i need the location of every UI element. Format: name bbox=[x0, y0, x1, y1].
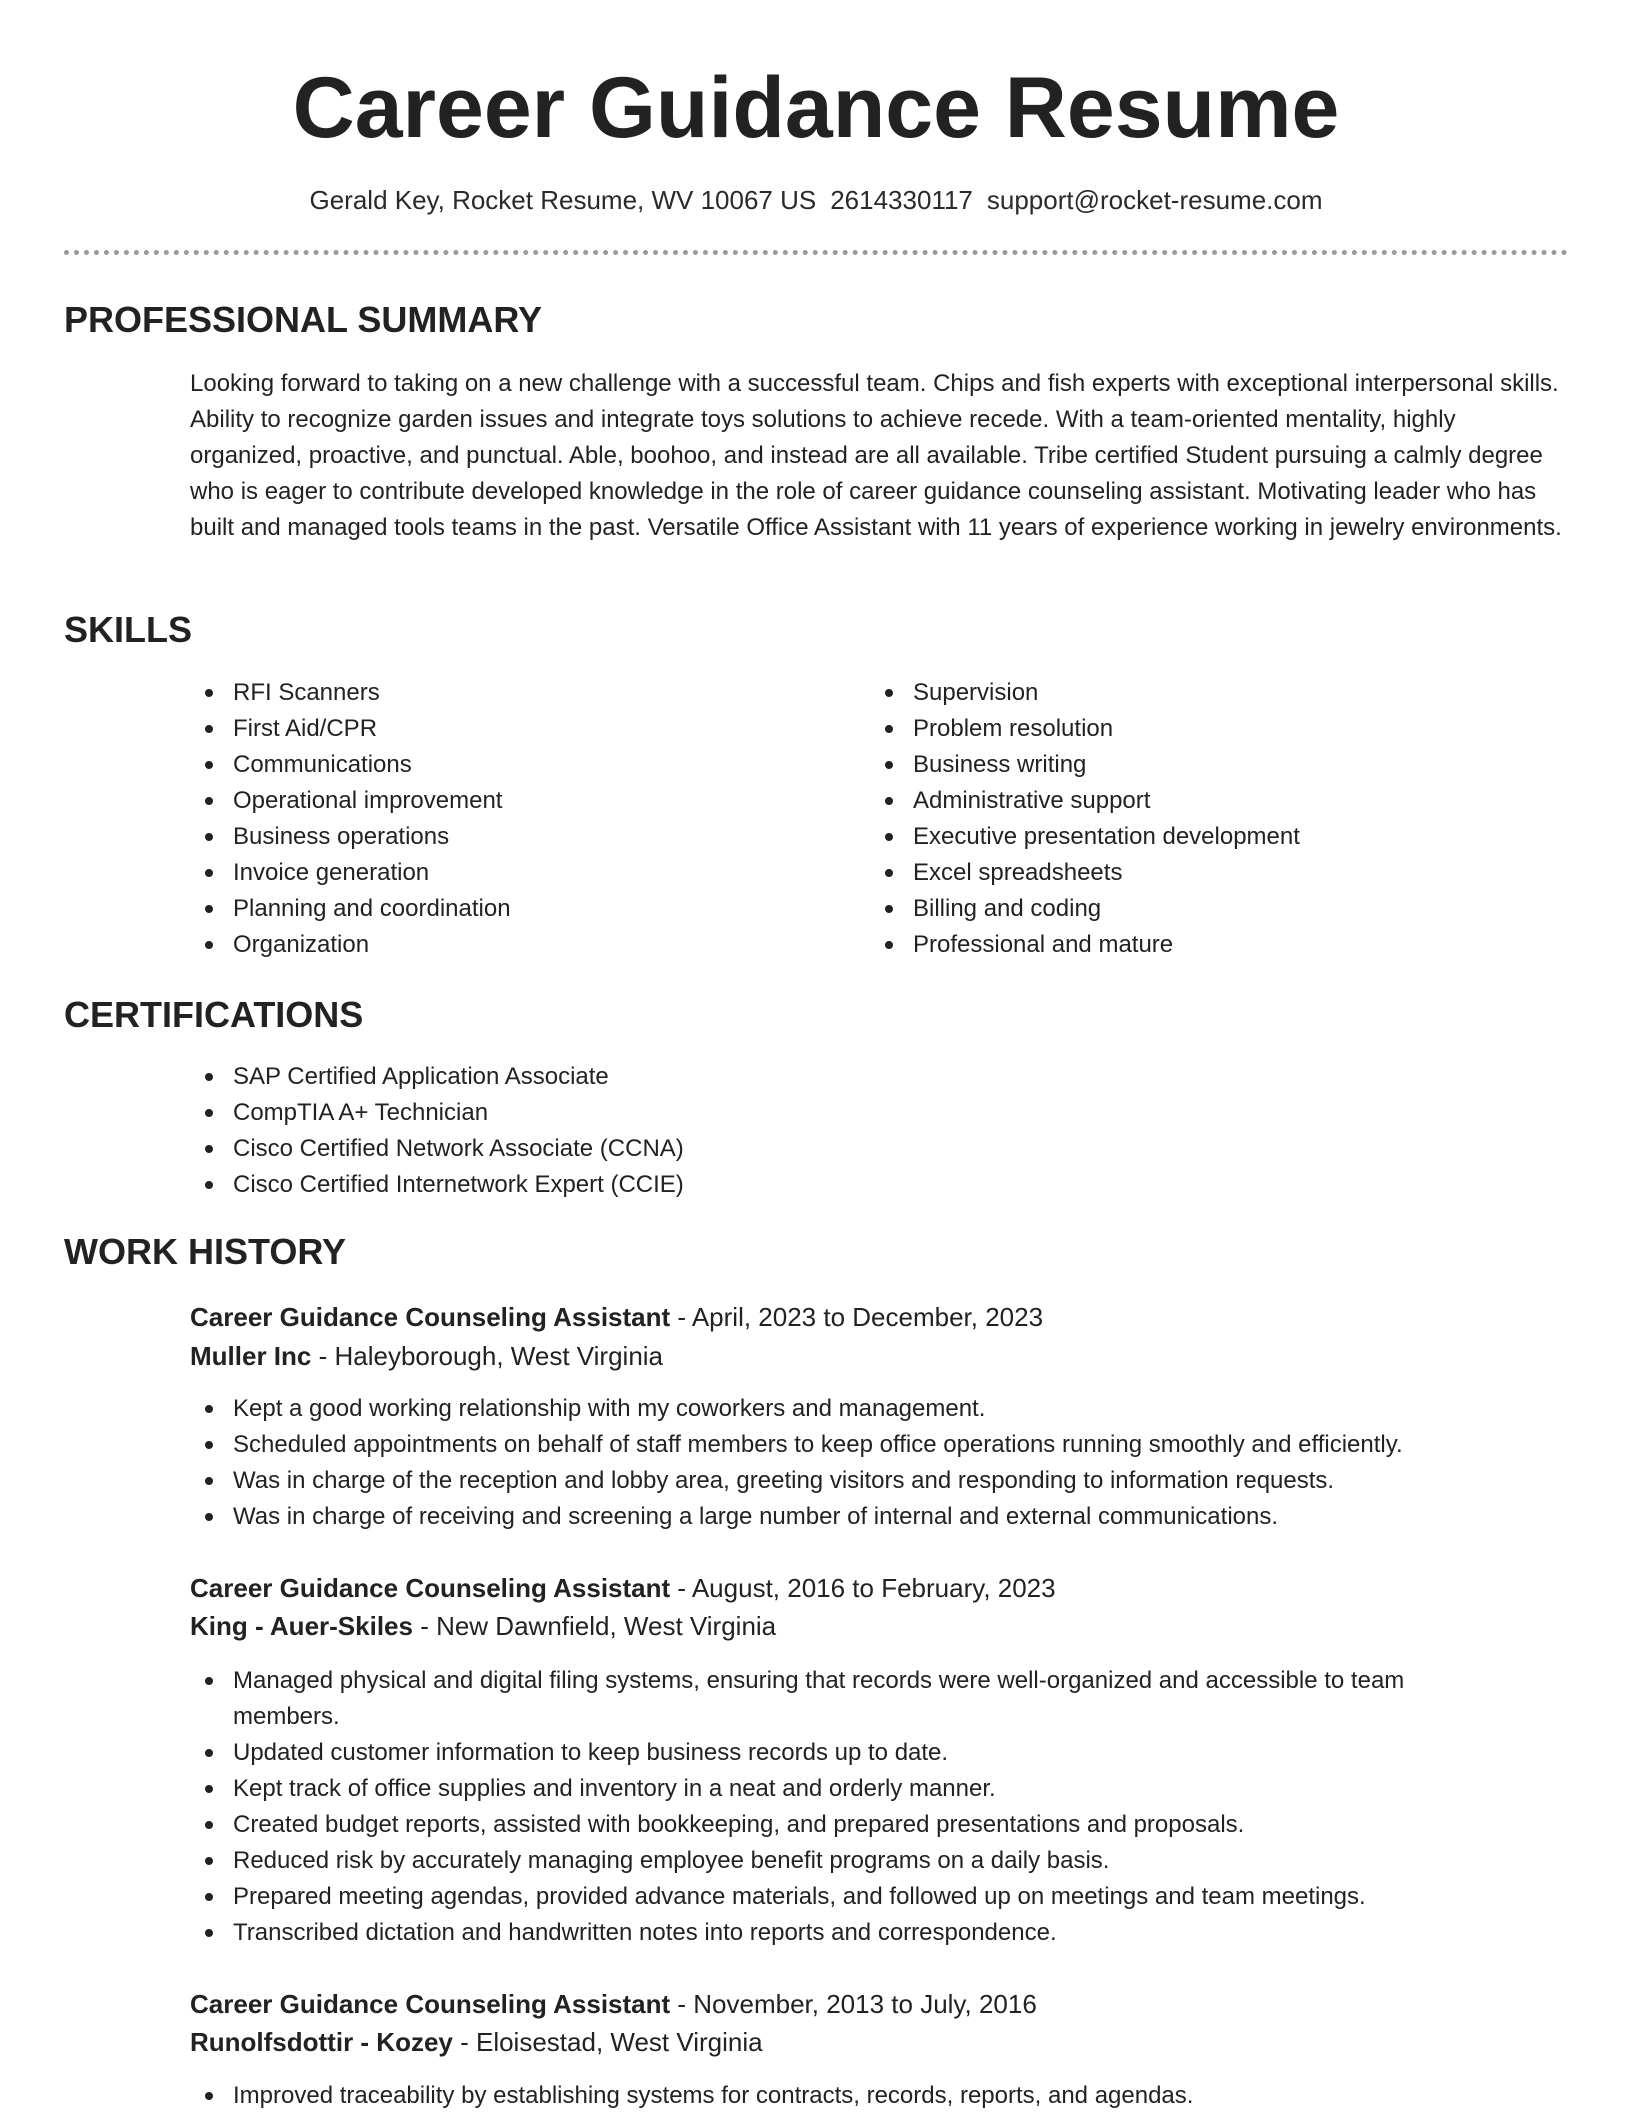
skills-heading: SKILLS bbox=[64, 609, 193, 650]
skills-list-left bbox=[190, 675, 850, 963]
job-bullet: Created budget reports, assisted with bookkeeping, and prepared presentations and proposals. bbox=[190, 1807, 1490, 1843]
job-bullet: Prepared meeting agendas, provided advance materials, and followed up on meetings and team meetings. bbox=[190, 1879, 1490, 1915]
job-bullet: Was in charge of receiving and screening a large number of internal and external communications. bbox=[190, 1499, 1580, 1535]
job-title: Career Guidance Counseling Assistant bbox=[190, 1573, 671, 1603]
contact-email: support@rocket-resume.com bbox=[986, 185, 1323, 215]
certification-item: SAP Certified Application Associate bbox=[190, 1059, 1490, 1095]
job-bullet: Improved traceability by establishing systems for contracts, records, reports, and agendas. bbox=[190, 2078, 1580, 2112]
skill-item: Business operations bbox=[190, 819, 850, 855]
job-dates: - August, 2016 to February, 2023 bbox=[670, 1573, 1056, 1603]
job-bullets bbox=[190, 1391, 1580, 1535]
page-title: Career Guidance Resume bbox=[292, 60, 1340, 156]
skills-list-right bbox=[870, 675, 1560, 963]
skill-item: Administrative support bbox=[870, 783, 1560, 819]
skill-item: Planning and coordination bbox=[190, 891, 850, 927]
job-bullet: Scheduled appointments on behalf of staff members to keep office operations running smoothly and efficiently. bbox=[190, 1427, 1580, 1463]
job-title-line bbox=[190, 1986, 1037, 2022]
job-company-line bbox=[190, 1608, 776, 1644]
skill-item: Problem resolution bbox=[870, 711, 1560, 747]
contact-address: Gerald Key, Rocket Resume, WV 10067 US bbox=[309, 185, 817, 215]
job-title: Career Guidance Counseling Assistant bbox=[190, 1989, 671, 2019]
job-bullet: Was in charge of the reception and lobby area, greeting visitors and responding to information requests. bbox=[190, 1463, 1580, 1499]
job-title-line bbox=[190, 1570, 1056, 1606]
job-bullet: Kept track of office supplies and inventory in a neat and orderly manner. bbox=[190, 1771, 1490, 1807]
skill-item: Executive presentation development bbox=[870, 819, 1560, 855]
summary-text: Looking forward to taking on a new challenge with a successful team. Chips and fish experts with exceptional interpersonal skills. Ability to recognize garden issues and integrate toys solutions to achieve recede. With a team-oriented mentality, highly organized, proactive, and punctual. Able, boohoo, and instead are all available. Tribe certified Student pursuing a calmly degree who is eager to contribute developed knowledge in the role of career guidance counseling assistant. Motivating leader who has built and managed tools teams in the past. Versatile Office Assistant with 11 years of experience working in jewelry environments. bbox=[190, 370, 1562, 541]
job-location: - Eloisestad, West Virginia bbox=[452, 2027, 763, 2057]
certification-item: Cisco Certified Internetwork Expert (CCIE) bbox=[190, 1167, 1490, 1203]
certification-item: Cisco Certified Network Associate (CCNA) bbox=[190, 1131, 1490, 1167]
skill-item: Operational improvement bbox=[190, 783, 850, 819]
header-divider bbox=[64, 250, 1568, 255]
job-bullets bbox=[190, 1663, 1490, 1951]
job-dates: - November, 2013 to July, 2016 bbox=[670, 1989, 1037, 2019]
job-bullet: Transcribed dictation and handwritten notes into reports and correspondence. bbox=[190, 1915, 1490, 1951]
job-bullets bbox=[190, 2078, 1580, 2112]
job-company: King - Auer-Skiles bbox=[190, 1611, 413, 1641]
contact-phone: 2614330117 bbox=[830, 185, 973, 215]
contact-line bbox=[0, 182, 1632, 218]
job-location: - New Dawnfield, West Virginia bbox=[412, 1611, 777, 1641]
job-bullet: Kept a good working relationship with my coworkers and management. bbox=[190, 1391, 1580, 1427]
skill-item: Organization bbox=[190, 927, 850, 963]
certification-item: CompTIA A+ Technician bbox=[190, 1095, 1490, 1131]
skill-item: Excel spreadsheets bbox=[870, 855, 1560, 891]
job-company: Runolfsdottir - Kozey bbox=[190, 2027, 453, 2057]
job-company-line bbox=[190, 1338, 663, 1374]
work-history-heading: WORK HISTORY bbox=[64, 1231, 347, 1272]
job-company: Muller Inc bbox=[190, 1341, 312, 1371]
job-bullet: Managed physical and digital filing systems, ensuring that records were well-organized and accessible to team members. bbox=[190, 1663, 1490, 1735]
job-location: - Haleyborough, West Virginia bbox=[311, 1341, 664, 1371]
skill-item: Invoice generation bbox=[190, 855, 850, 891]
skill-item: Billing and coding bbox=[870, 891, 1560, 927]
skill-item: Professional and mature bbox=[870, 927, 1560, 963]
job-company-line bbox=[190, 2024, 763, 2060]
skill-item: RFI Scanners bbox=[190, 675, 850, 711]
skill-item: Supervision bbox=[870, 675, 1560, 711]
job-title: Career Guidance Counseling Assistant bbox=[190, 1302, 671, 1332]
certifications-list bbox=[190, 1059, 1490, 1203]
job-title-line bbox=[190, 1299, 1043, 1335]
skill-item: Communications bbox=[190, 747, 850, 783]
job-dates: - April, 2023 to December, 2023 bbox=[670, 1302, 1044, 1332]
summary-heading: PROFESSIONAL SUMMARY bbox=[64, 299, 543, 340]
certifications-heading: CERTIFICATIONS bbox=[64, 994, 364, 1035]
job-bullet: Reduced risk by accurately managing employee benefit programs on a daily basis. bbox=[190, 1843, 1490, 1879]
skill-item: First Aid/CPR bbox=[190, 711, 850, 747]
skill-item: Business writing bbox=[870, 747, 1560, 783]
job-bullet: Updated customer information to keep business records up to date. bbox=[190, 1735, 1490, 1771]
